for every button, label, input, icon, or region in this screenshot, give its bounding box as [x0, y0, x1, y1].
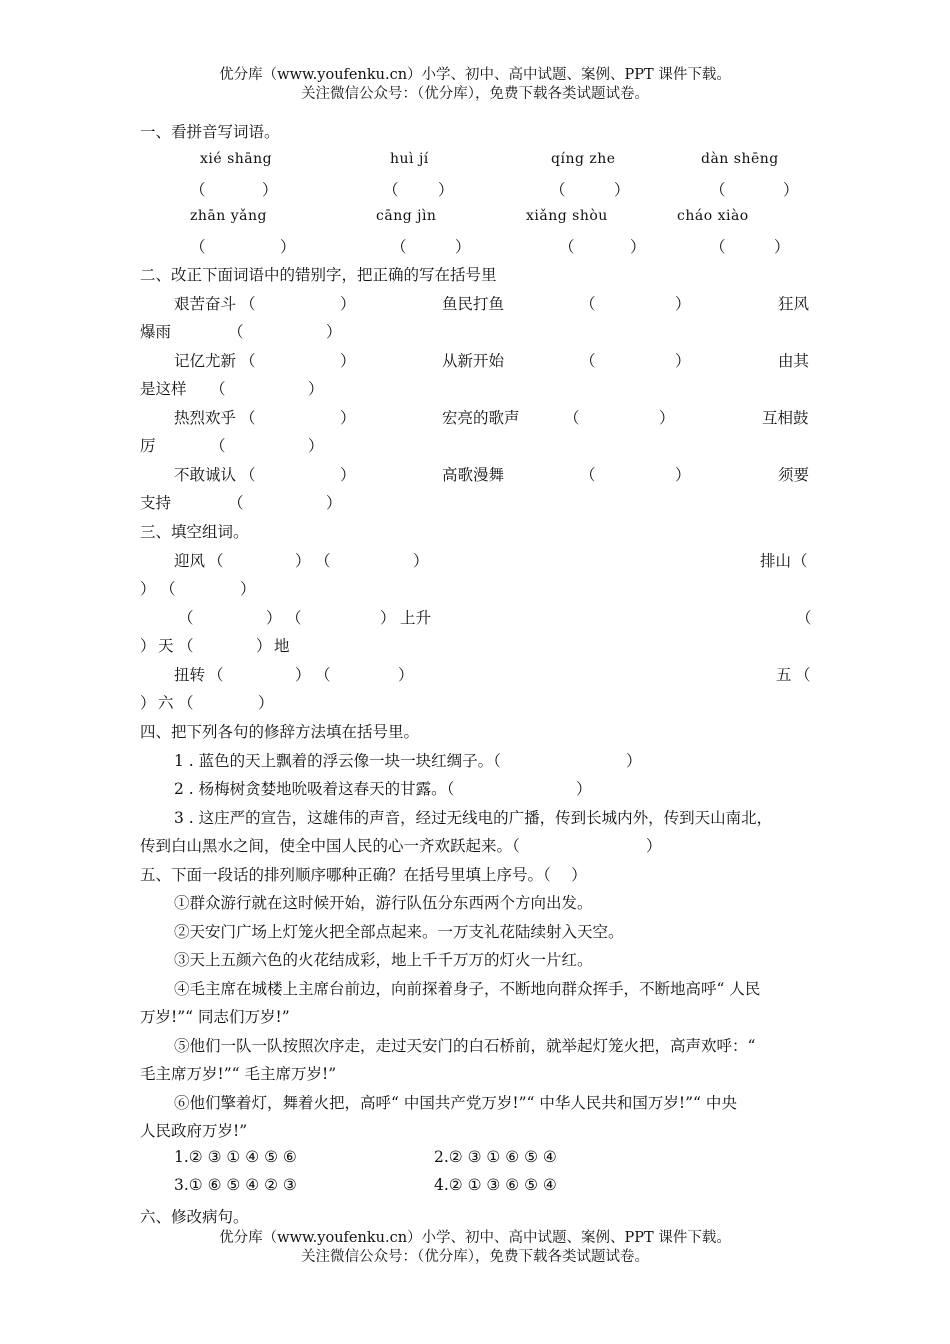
- word-item: 宏亮的歌声: [442, 409, 520, 427]
- blank-close: ）: [659, 409, 675, 427]
- word-item: 扭转: [174, 666, 206, 684]
- word-item: 鱼民打鱼: [442, 295, 505, 313]
- blank-close: ）: [576, 780, 592, 798]
- section-2-title: 二、改正下面词语中的错别字，把正确的写在括号里: [140, 266, 497, 284]
- word-item: 不敢诚认: [174, 466, 237, 484]
- pinyin-7: xiǎng shòu: [526, 208, 608, 224]
- word-item: 爆雨: [140, 323, 172, 341]
- pinyin-4: dàn shēng: [701, 151, 779, 167]
- blank-open: （: [228, 494, 244, 512]
- blank-close: ）: [340, 295, 356, 313]
- sequence-item: ④毛主席在城楼上主席台前边，向前探着身子，不断地向群众挥手，不断地高呼“ 人民: [174, 980, 761, 998]
- word-item: 地: [274, 637, 290, 655]
- option-1: 1.② ③ ① ④ ⑤ ⑥: [174, 1148, 297, 1166]
- blank-open: （: [315, 552, 331, 570]
- blank-close: ）: [258, 694, 274, 712]
- blank-close: ）: [308, 380, 324, 398]
- blank-open: （: [208, 666, 224, 684]
- blank-close: ）: [783, 181, 799, 199]
- word-item: 由其: [778, 352, 810, 370]
- section-4-title: 四、把下列各句的修辞方法填在括号里。: [140, 723, 420, 741]
- blank-open: （: [210, 380, 226, 398]
- section-3-title: 三、填空组词。: [140, 523, 249, 541]
- word-item: 艰苦奋斗: [174, 295, 237, 313]
- blank-open: （: [240, 352, 256, 370]
- blank-close: ）: [308, 437, 324, 455]
- blank-open: （: [559, 238, 575, 256]
- word-item: 是这样: [140, 380, 187, 398]
- blank-open: （: [391, 238, 407, 256]
- sequence-item-cont: 万岁!”“ 同志们万岁!”: [140, 1008, 290, 1026]
- blank-open: （: [383, 181, 399, 199]
- blank-open: （: [580, 295, 596, 313]
- question-3: 3 . 这庄严的宣告，这雄伟的声音，经过无线电的广播，传到长城内外，传到天山南北，: [174, 809, 773, 827]
- pinyin-1: xié shāng: [200, 151, 273, 167]
- blank-close: ）: [295, 552, 311, 570]
- word-item: 须要: [778, 466, 810, 484]
- word-item: 六: [158, 694, 174, 712]
- word-item: 厉: [140, 437, 156, 455]
- question-1: 1 . 蓝色的天上飘着的浮云像一块一块红绸子。（: [174, 752, 501, 770]
- section-6-title: 六、修改病句。: [140, 1208, 249, 1226]
- pinyin-6: cāng jìn: [376, 208, 437, 224]
- word-item: 迎风: [174, 552, 206, 570]
- footer-line-1: 优分库（www.youfenku.cn）小学、初中、高中试题、案例、PPT 课件下载。: [219, 1230, 731, 1246]
- blank-open: （: [160, 580, 176, 598]
- blank-open: （: [286, 609, 302, 627]
- blank-close: ）: [398, 666, 414, 684]
- blank-close: ）: [295, 666, 311, 684]
- blank-open: （: [710, 238, 726, 256]
- blank-close: ）: [438, 181, 454, 199]
- section-5-title: 五、下面一段话的排列顺序哪种正确？在括号里填上序号。（ ）: [140, 866, 587, 884]
- blank-close: ）: [675, 466, 691, 484]
- word-item: 高歌漫舞: [442, 466, 505, 484]
- word-item: 排山: [760, 552, 792, 570]
- blank-close: ）: [675, 352, 691, 370]
- blank-close: ）: [626, 752, 642, 770]
- blank-close: ）: [140, 694, 156, 712]
- blank-close: ）: [140, 580, 156, 598]
- blank-open: （: [315, 666, 331, 684]
- header-line-1: 优分库（www.youfenku.cn）小学、初中、高中试题、案例、PPT 课件下载。: [219, 67, 731, 83]
- pinyin-3: qíng zhe: [551, 151, 616, 167]
- option-4: 4.② ① ③ ⑥ ⑤ ④: [434, 1176, 557, 1194]
- blank-open: （: [178, 637, 194, 655]
- question-2: 2 . 杨梅树贪婪地吮吸着这春天的甘露。（: [174, 780, 455, 798]
- blank-close: ）: [326, 494, 342, 512]
- blank-close: ）: [774, 238, 790, 256]
- blank-close: ）: [266, 609, 282, 627]
- header-line-2: 关注微信公众号：（优分库），免费下载各类试题试卷。: [301, 86, 649, 102]
- pinyin-5: zhān yǎng: [190, 208, 267, 224]
- blank-close: ）: [326, 323, 342, 341]
- blank-close: ）: [413, 552, 429, 570]
- blank-open: （: [710, 181, 726, 199]
- blank-close: ）: [240, 580, 256, 598]
- word-item: 天: [158, 637, 174, 655]
- blank-close: ）: [455, 238, 471, 256]
- sequence-item-cont: 毛主席万岁!”“ 毛主席万岁!”: [140, 1065, 337, 1083]
- option-2: 2.② ③ ① ⑥ ⑤ ④: [434, 1148, 557, 1166]
- option-3: 3.① ⑥ ⑤ ④ ② ③: [174, 1176, 297, 1194]
- sequence-item: ①群众游行就在这时候开始，游行队伍分东西两个方向出发。: [174, 894, 593, 912]
- word-item: 热烈欢乎: [174, 409, 237, 427]
- word-item: 狂风: [778, 295, 810, 313]
- sequence-item-cont: 人民政府万岁!”: [140, 1122, 248, 1140]
- blank-open: （: [564, 409, 580, 427]
- blank-close: ）: [280, 238, 296, 256]
- word-item: 从新开始: [442, 352, 505, 370]
- blank-open: （: [240, 295, 256, 313]
- sequence-item: ③天上五颜六色的火花结成彩，地上千千万万的灯火一片红。: [174, 951, 593, 969]
- word-item: 上升: [400, 609, 432, 627]
- blank-open: （: [190, 238, 206, 256]
- section-1-title: 一、看拼音写词语。: [140, 123, 280, 141]
- blank-open: （: [792, 552, 808, 570]
- blank-open: （: [208, 552, 224, 570]
- blank-open: （: [190, 181, 206, 199]
- pinyin-8: cháo xiào: [677, 208, 749, 224]
- footer-line-2: 关注微信公众号：（优分库），免费下载各类试题试卷。: [301, 1249, 649, 1265]
- blank-open: （: [178, 694, 194, 712]
- blank-open: （: [240, 466, 256, 484]
- blank-open: （: [210, 437, 226, 455]
- blank-open: （: [178, 609, 194, 627]
- sequence-item: ②天安门广场上灯笼火把全部点起来。一万支礼花陆续射入天空。: [174, 923, 624, 941]
- question-3-cont: 传到白山黑水之间，使全中国人民的心一齐欢跃起来。（: [140, 837, 520, 855]
- blank-close: ）: [630, 238, 646, 256]
- blank-close: ）: [340, 466, 356, 484]
- blank-close: ）: [340, 352, 356, 370]
- blank-close: ）: [340, 409, 356, 427]
- sequence-item: ⑤他们一队一队按照次序走，走过天安门的白石桥前，就举起灯笼火把，高声欢呼：“: [174, 1037, 756, 1055]
- word-item: 记亿尤新: [174, 352, 237, 370]
- blank-open: （: [550, 181, 566, 199]
- blank-open: （: [240, 409, 256, 427]
- word-item: 支持: [140, 494, 172, 512]
- blank-close: ）: [140, 637, 156, 655]
- pinyin-2: huì jí: [390, 151, 429, 167]
- blank-close: ）: [256, 637, 272, 655]
- blank-close: ）: [675, 295, 691, 313]
- blank-open: （: [228, 323, 244, 341]
- blank-open: （: [796, 609, 812, 627]
- blank-close: ）: [380, 609, 396, 627]
- blank-open: （: [795, 666, 811, 684]
- word-item: 互相鼓: [762, 409, 809, 427]
- blank-open: （: [580, 352, 596, 370]
- word-item: 五: [776, 666, 792, 684]
- sequence-item: ⑥他们擎着灯，舞着火把，高呼“ 中国共产党万岁!”“ 中华人民共和国万岁!”“ 中央: [174, 1094, 737, 1112]
- blank-open: （: [580, 466, 596, 484]
- blank-close: ）: [614, 181, 630, 199]
- blank-close: ）: [262, 181, 278, 199]
- blank-close: ）: [646, 837, 662, 855]
